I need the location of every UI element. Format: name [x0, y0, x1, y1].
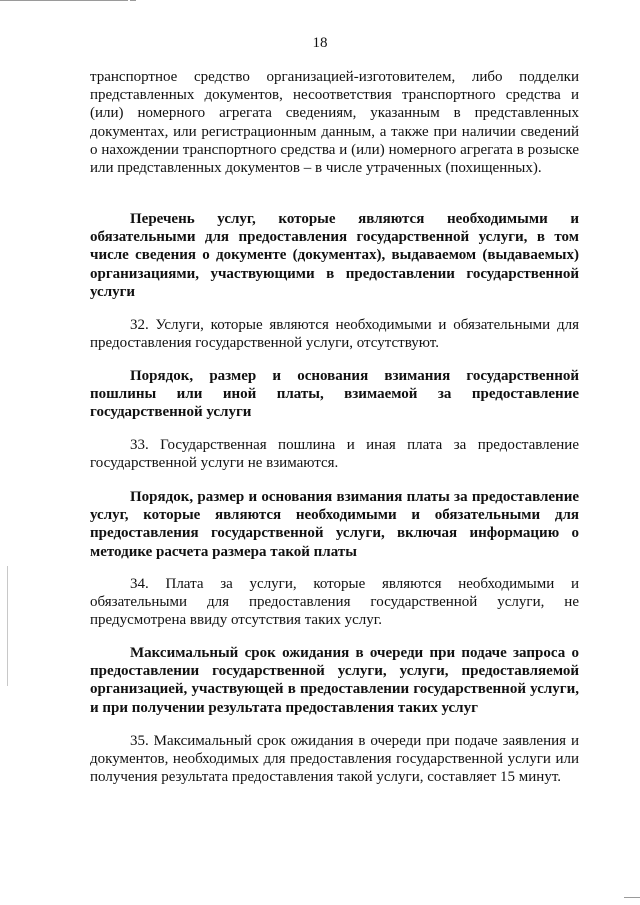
scan-artifact-line — [7, 566, 8, 686]
paragraph-continuation: транспортное средство организацией-изготовителем, либо подделки представленных документов, несоответствия транспортного средства и (или) номерного агрегата сведениям, указанным в представленных документах, или регистрационным данным, а также при наличии сведений о нахождении транспортного средства и (или) номерного агрегата в розыске или представленных документов – в числе утраченных (похищенных). — [90, 69, 579, 177]
section-heading-services-list: Перечень услуг, которые являются необходимыми и обязательными для предоставления государственной услуги, в том числе сведения о документе (документах), выдаваемом (выдаваемых) организациями, участвующими в предоставлении государственной услуги — [90, 211, 579, 300]
section-heading-max-wait: Максимальный срок ожидания в очереди при подаче запроса о предоставлении государственной услуги, услуги, предоставляемой организацией, участвующей в предоставлении государственной услуги, и при получении результата предоставления таких услуг — [90, 645, 579, 716]
section-heading-fee-for-services: Порядок, размер и основания взимания платы за предоставление услуг, которые являются необходимыми и обязательными для предоставления государственной услуги, включая информацию о методике расчета размера такой платы — [90, 489, 579, 560]
scan-artifact-line — [130, 0, 136, 1]
scan-artifact-line — [0, 0, 128, 1]
scan-artifact-line — [624, 897, 640, 898]
paragraph-33: 33. Государственная пошлина и иная плата за предоставление государственной услуги не взимаются. — [90, 437, 579, 472]
section-heading-state-fee: Порядок, размер и основания взимания государственной пошлины или иной платы, взимаемой за предоставление государственной услуги — [90, 368, 579, 421]
paragraph-34: 34. Плата за услуги, которые являются необходимыми и обязательными для предоставления государственной услуги, не предусмотрена ввиду отсутствия таких услуг. — [90, 576, 579, 629]
paragraph-35: 35. Максимальный срок ожидания в очереди при подаче заявления и документов, необходимых для предоставления государственной услуги или получения результата предоставления такой услуги, составляет 15 минут. — [90, 733, 579, 786]
page-number: 18 — [312, 35, 328, 51]
paragraph-32: 32. Услуги, которые являются необходимыми и обязательными для предоставления государственной услуги, отсутствуют. — [90, 317, 579, 352]
